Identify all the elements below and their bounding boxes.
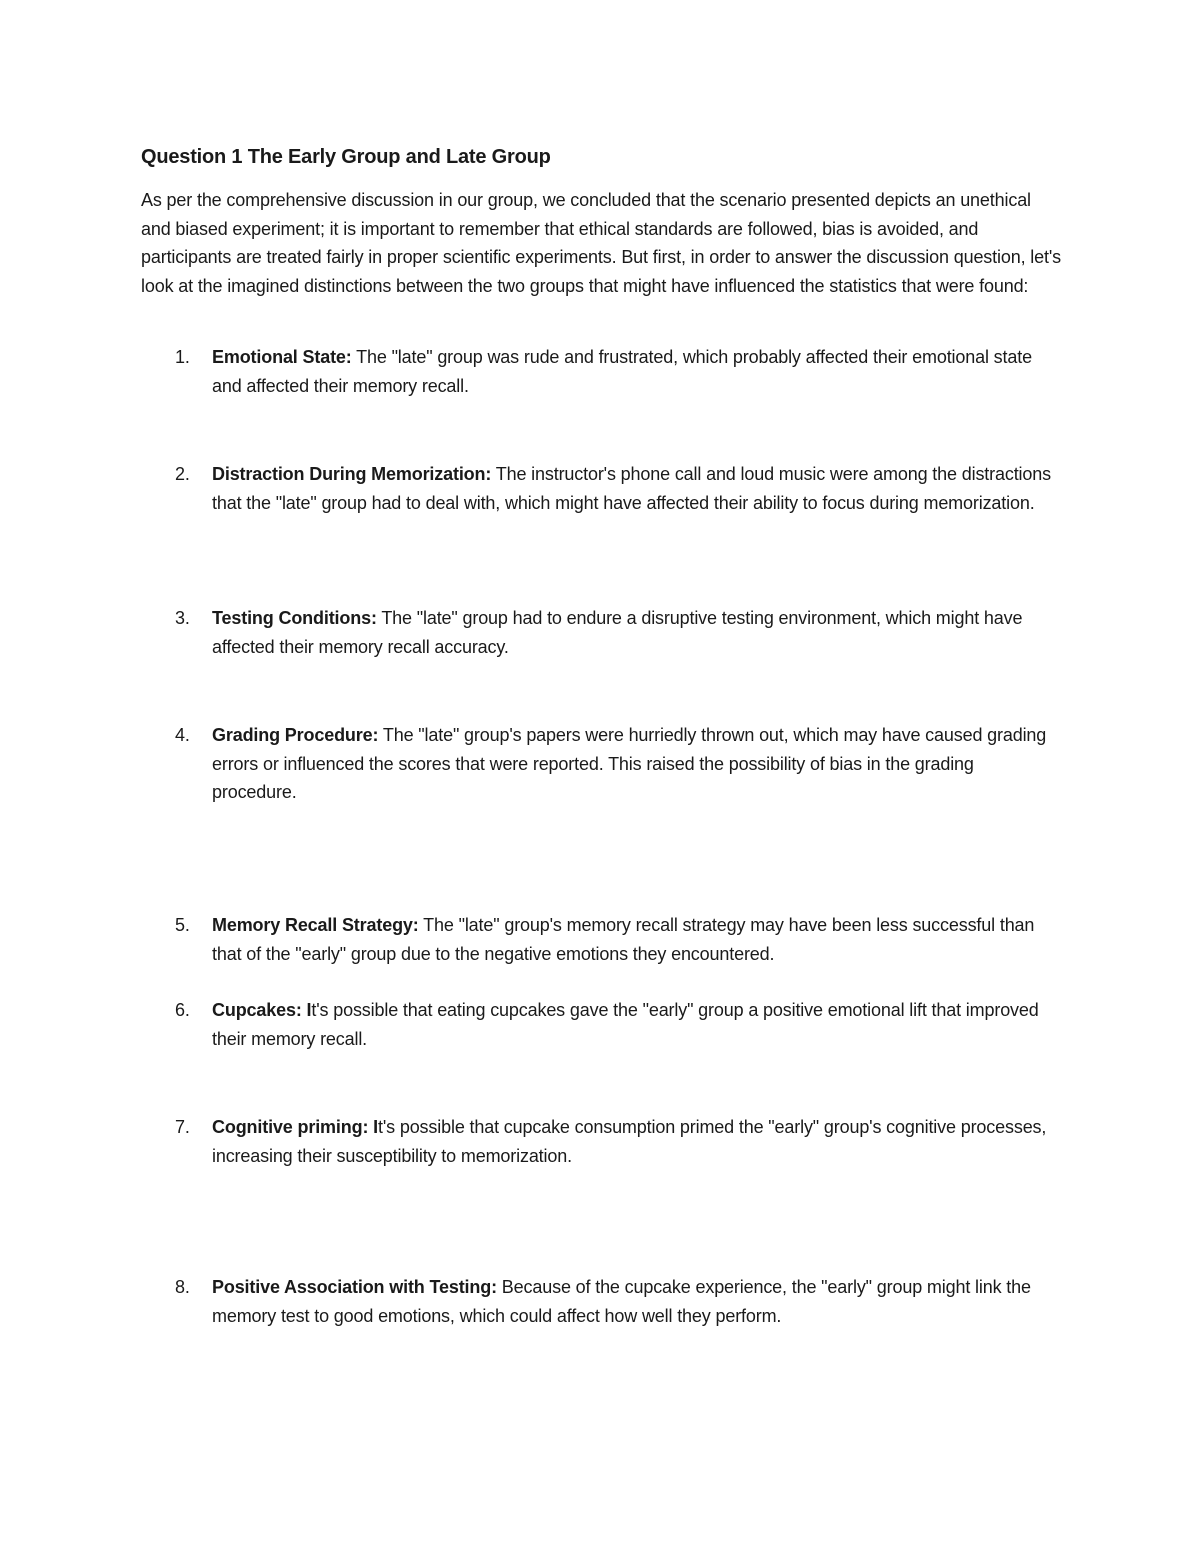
list-item-text: Because of the cupcake experience, the "early" group might link the memory test to good emotions, which could affect how well they perform. xyxy=(212,1277,1031,1326)
list-item-number: 8. xyxy=(175,1277,190,1297)
list-item-text: The "late" group was rude and frustrated, which probably affected their emotional state and affected their memory recall. xyxy=(212,347,1032,396)
list-item-term: Cognitive priming: I xyxy=(212,1117,378,1137)
list-item-text: The "late" group's memory recall strategy may have been less successful than that of the "early" group due to the negative emotions they encountered. xyxy=(212,915,1035,964)
list-item-term: Testing Conditions: xyxy=(212,608,377,628)
list-item xyxy=(175,604,1062,661)
list-item-term: Cupcakes: I xyxy=(212,1000,312,1020)
list-item-term: Memory Recall Strategy: xyxy=(212,915,419,935)
list-item-number: 2. xyxy=(175,464,190,484)
list-item xyxy=(175,721,1062,807)
list-item xyxy=(175,343,1062,400)
list-item-term: Emotional State: xyxy=(212,347,352,367)
list-item-number: 3. xyxy=(175,608,190,628)
list-item xyxy=(175,1273,1062,1330)
list-item-number: 7. xyxy=(175,1117,190,1137)
list-item xyxy=(175,996,1062,1053)
list-item xyxy=(175,911,1062,968)
list-item xyxy=(175,1113,1062,1170)
list-item-text: t's possible that eating cupcakes gave the "early" group a positive emotional lift that improved their memory recall. xyxy=(212,1000,1039,1049)
list-item-number: 6. xyxy=(175,1000,190,1020)
list-item-number: 4. xyxy=(175,725,190,745)
list-item-number: 1. xyxy=(175,347,190,367)
list-item-term: Grading Procedure: xyxy=(212,725,379,745)
list-item-text: The instructor's phone call and loud music were among the distractions that the "late" group had to deal with, which might have affected their ability to focus during memorization. xyxy=(212,464,1051,513)
question-heading: Question 1 The Early Group and Late Group xyxy=(141,146,551,168)
list-item-term: Positive Association with Testing: xyxy=(212,1277,497,1297)
list-item-text: The "late" group's papers were hurriedly thrown out, which may have caused grading errors or influenced the scores that were reported. This raised the possibility of bias in the grading procedure. xyxy=(212,725,1047,802)
list-item xyxy=(175,460,1062,517)
list-item-text: t's possible that cupcake consumption primed the "early" group's cognitive processes, increasing their susceptibility to memorization. xyxy=(212,1117,1047,1166)
list-item-term: Distraction During Memorization: xyxy=(212,464,492,484)
list-item-number: 5. xyxy=(175,915,190,935)
list-item-text: The "late" group had to endure a disruptive testing environment, which might have affected their memory recall accuracy. xyxy=(212,608,1023,657)
intro-paragraph: As per the comprehensive discussion in our group, we concluded that the scenario presented depicts an unethical and biased experiment; it is important to remember that ethical standards are followed, bias is avoided, and participants are treated fairly in proper scientific experiments. But first, in order to answer the discussion question, let's look at the imagined distinctions between the two groups that might have influenced the statistics that were found: xyxy=(141,190,1061,296)
